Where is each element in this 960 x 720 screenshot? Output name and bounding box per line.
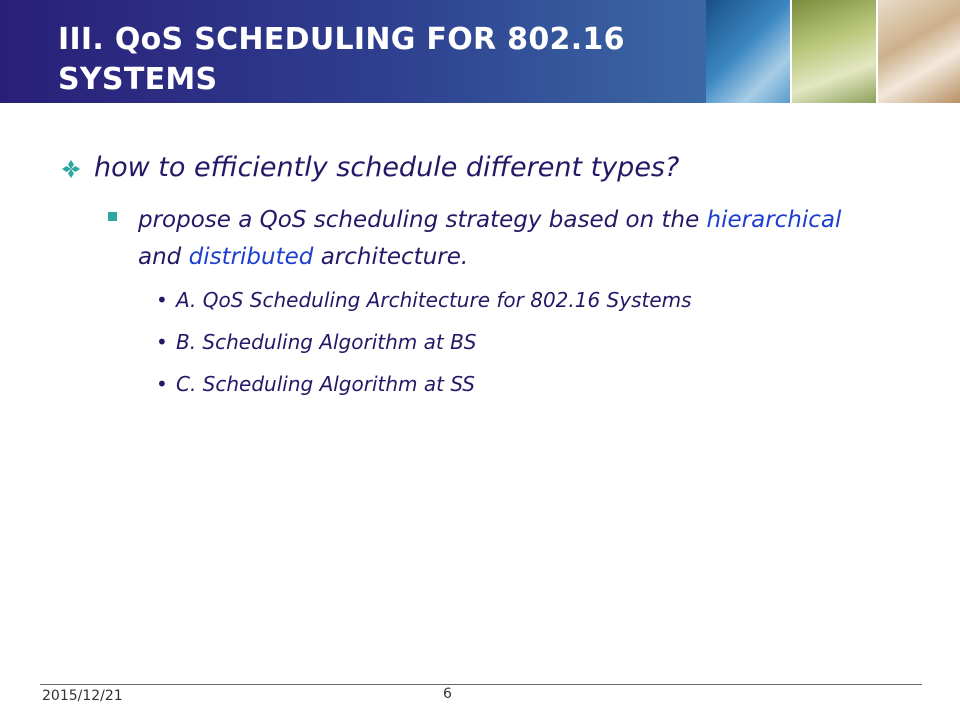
bullet-level3-text: A. QoS Scheduling Architecture for 802.16 Systems bbox=[176, 288, 692, 312]
bullet-level3-text: B. Scheduling Algorithm at BS bbox=[176, 330, 477, 354]
highlight-hierarchical: hierarchical bbox=[706, 207, 842, 233]
footer-divider bbox=[40, 684, 922, 685]
page-number: 6 bbox=[443, 686, 452, 702]
highlight-distributed: distributed bbox=[188, 244, 314, 270]
header-photo-strip bbox=[706, 0, 960, 103]
slide-title bbox=[58, 20, 698, 100]
dot-bullet-icon: • bbox=[156, 288, 168, 312]
bullet-level3-item bbox=[156, 286, 876, 314]
title-bar bbox=[0, 0, 960, 103]
header-photo-pen-document bbox=[878, 0, 960, 103]
dot-bullet-icon: • bbox=[156, 330, 168, 354]
slide-title-line1: III. QoS SCHEDULING FOR 802.16 bbox=[58, 22, 625, 57]
bullet-level1-text: how to efficiently schedule different types? bbox=[94, 152, 680, 183]
header-photo-keyboard bbox=[792, 0, 876, 103]
square-bullet-icon bbox=[108, 212, 117, 221]
bullet-level2-part1: propose a QoS scheduling strategy based on the bbox=[138, 207, 707, 233]
footer-date: 2015/12/21 bbox=[42, 688, 123, 704]
bullet-level3-text: C. Scheduling Algorithm at SS bbox=[176, 372, 476, 396]
bullet-level2-part2: and bbox=[138, 244, 189, 270]
diamond-bullet-icon bbox=[62, 160, 80, 178]
bullet-level2-part3: architecture. bbox=[313, 244, 469, 270]
slide-title-line2: SYSTEMS bbox=[58, 62, 218, 97]
dot-bullet-icon: • bbox=[156, 372, 168, 396]
bullet-level3-item bbox=[156, 328, 876, 356]
bullet-level3-item bbox=[156, 370, 876, 398]
header-photo-calculator bbox=[706, 0, 790, 103]
bullet-level2-text bbox=[138, 202, 858, 276]
